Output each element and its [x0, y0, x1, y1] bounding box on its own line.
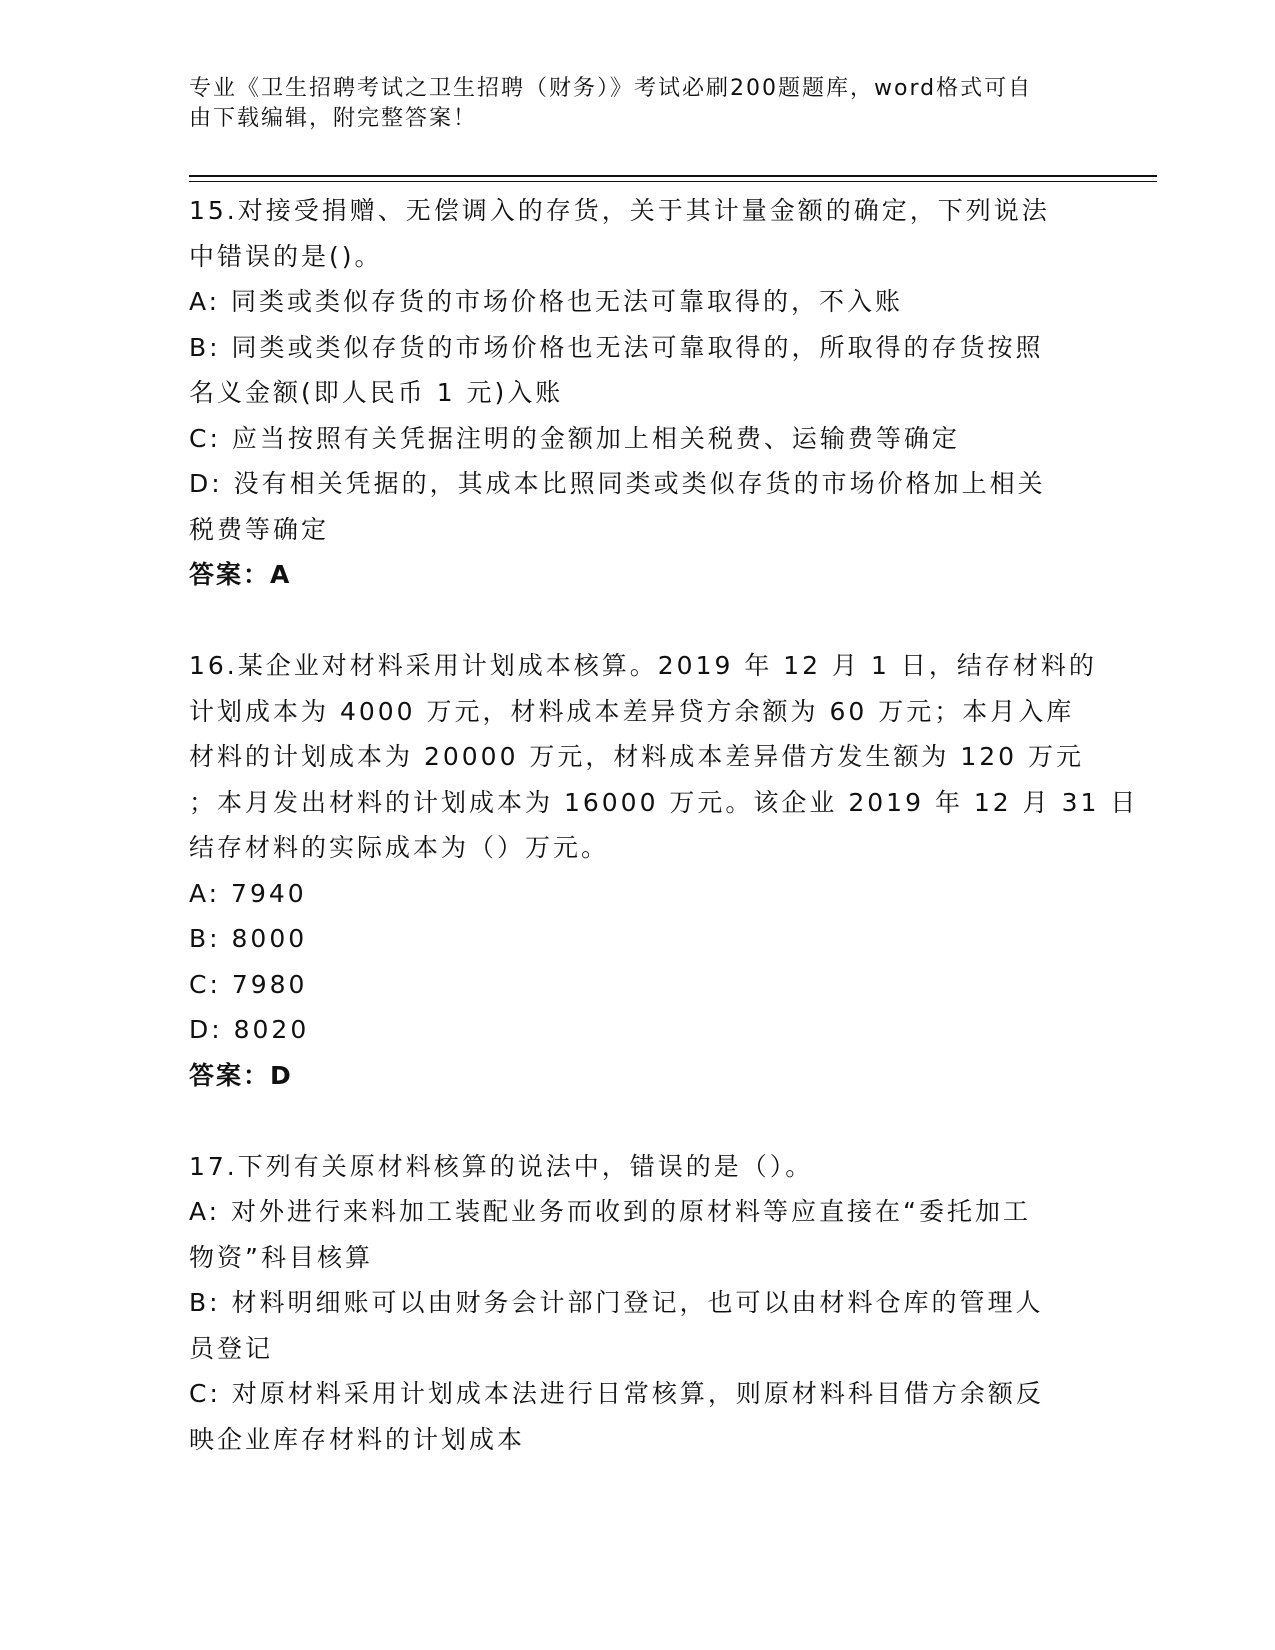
- option-b: B: 同类或类似存货的市场价格也无法可靠取得的，所取得的存货按照: [189, 332, 1044, 362]
- answer-label: 答案：A: [189, 560, 292, 589]
- question-stem-line: 15.对接受捐赠、无偿调入的存货，关于其计量金额的确定，下列说法: [189, 196, 1050, 225]
- option-d: D: 没有相关凭据的，其成本比照同类或类似存货的市场价格加上相关: [189, 469, 1046, 498]
- question-stem-line: 17.下列有关原材料核算的说法中，错误的是（）。: [189, 1151, 814, 1181]
- question-stem-line: 16.某企业对材料采用计划成本核算。2019 年 12 月 1 日，结存材料的: [189, 651, 1097, 680]
- question-spacer: [189, 1098, 1089, 1144]
- question-stem-line: 中错误的是()。: [189, 241, 383, 271]
- question-spacer: [189, 598, 1089, 644]
- option-a: A: 7940: [189, 878, 307, 908]
- header-divider-thin: [189, 181, 1157, 182]
- answer-label: 答案：D: [189, 1060, 293, 1090]
- question-16: [189, 643, 1139, 1098]
- option-a: A: 同类或类似存货的市场价格也无法可靠取得的，不入账: [189, 287, 904, 316]
- question-stem-line: ；本月发出材料的计划成本为 16000 万元。该企业 2019 年 12 月 31 日: [189, 787, 1139, 817]
- header-line-1: 专业《卫生招聘考试之卫生招聘（财务）》考试必刷200题题库，word格式可自: [189, 76, 1033, 101]
- option-b-continued: 员登记: [189, 1333, 274, 1363]
- option-b: B: 材料明细账可以由财务会计部门登记，也可以由材料仓库的管理人: [189, 1288, 1044, 1317]
- option-b: B: 8000: [189, 924, 308, 953]
- option-b-continued: 名义金额(即人民币 1 元)入账: [189, 378, 564, 407]
- question-stem-line: 材料的计划成本为 20000 万元，材料成本差异借方发生额为 120 万元: [189, 742, 1085, 771]
- question-15: [189, 188, 1089, 598]
- option-a: A: 对外进行来料加工装配业务而收到的原材料等应直接在“委托加工: [189, 1197, 1031, 1226]
- option-c-continued: 映企业库存材料的计划成本: [189, 1424, 526, 1454]
- option-d: D: 8020: [189, 1015, 310, 1044]
- document-header: [189, 74, 1089, 134]
- header-line-2: 由下载编辑，附完整答案！: [189, 106, 478, 131]
- option-d-continued: 税费等确定: [189, 514, 330, 544]
- question-list: [189, 188, 1139, 1462]
- option-c: C: 7980: [189, 969, 308, 999]
- header-divider-thick: [189, 175, 1157, 177]
- question-stem-line: 计划成本为 4000 万元，材料成本差异贷方余额为 60 万元；本月入库: [189, 696, 1075, 726]
- option-a-continued: 物资”科目核算: [189, 1242, 373, 1272]
- option-c: C: 应当按照有关凭据注明的金额加上相关税费、运输费等确定: [189, 423, 960, 453]
- option-c: C: 对原材料采用计划成本法进行日常核算，则原材料科目借方余额反: [189, 1379, 1044, 1408]
- question-17: [189, 1144, 1089, 1463]
- question-stem-line: 结存材料的实际成本为（）万元。: [189, 833, 610, 862]
